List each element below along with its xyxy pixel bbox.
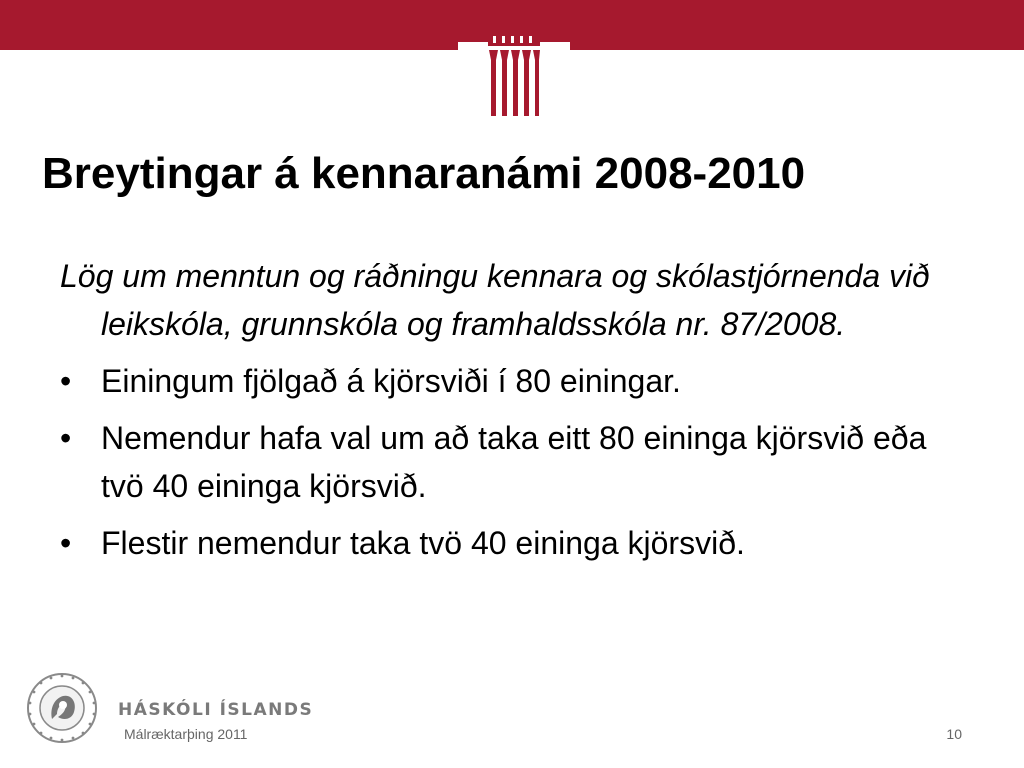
slide-title: Breytingar á kennaranámi 2008-2010 [42, 149, 806, 198]
footer-text: Málræktarþing 2011 [124, 726, 248, 742]
intro-paragraph: Lög um menntun og ráðningu kennara og skólastjórnenda við leikskóla, grunnskóla og framhaldsskóla nr. 87/2008. [60, 258, 930, 342]
bullet-text: Nemendur hafa val um að taka eitt 80 eininga kjörsvið eða tvö 40 eininga kjörsvið. [101, 420, 927, 504]
bullet-item [60, 414, 960, 510]
university-name: HÁSKÓLI ÍSLANDS [118, 700, 314, 720]
bullet-icon: • [60, 525, 72, 561]
university-seal-icon [26, 672, 98, 744]
slide-body [60, 252, 960, 576]
university-pillars-icon [458, 30, 570, 116]
bullet-item [60, 357, 960, 405]
bullet-item [60, 519, 960, 567]
bullet-text: Einingum fjölgað á kjörsviði í 80 einingar. [101, 363, 681, 399]
bullet-text: Flestir nemendur taka tvö 40 eininga kjörsvið. [101, 525, 745, 561]
bullet-icon: • [60, 420, 72, 456]
bullet-icon: • [60, 363, 72, 399]
page-number: 10 [946, 726, 962, 742]
